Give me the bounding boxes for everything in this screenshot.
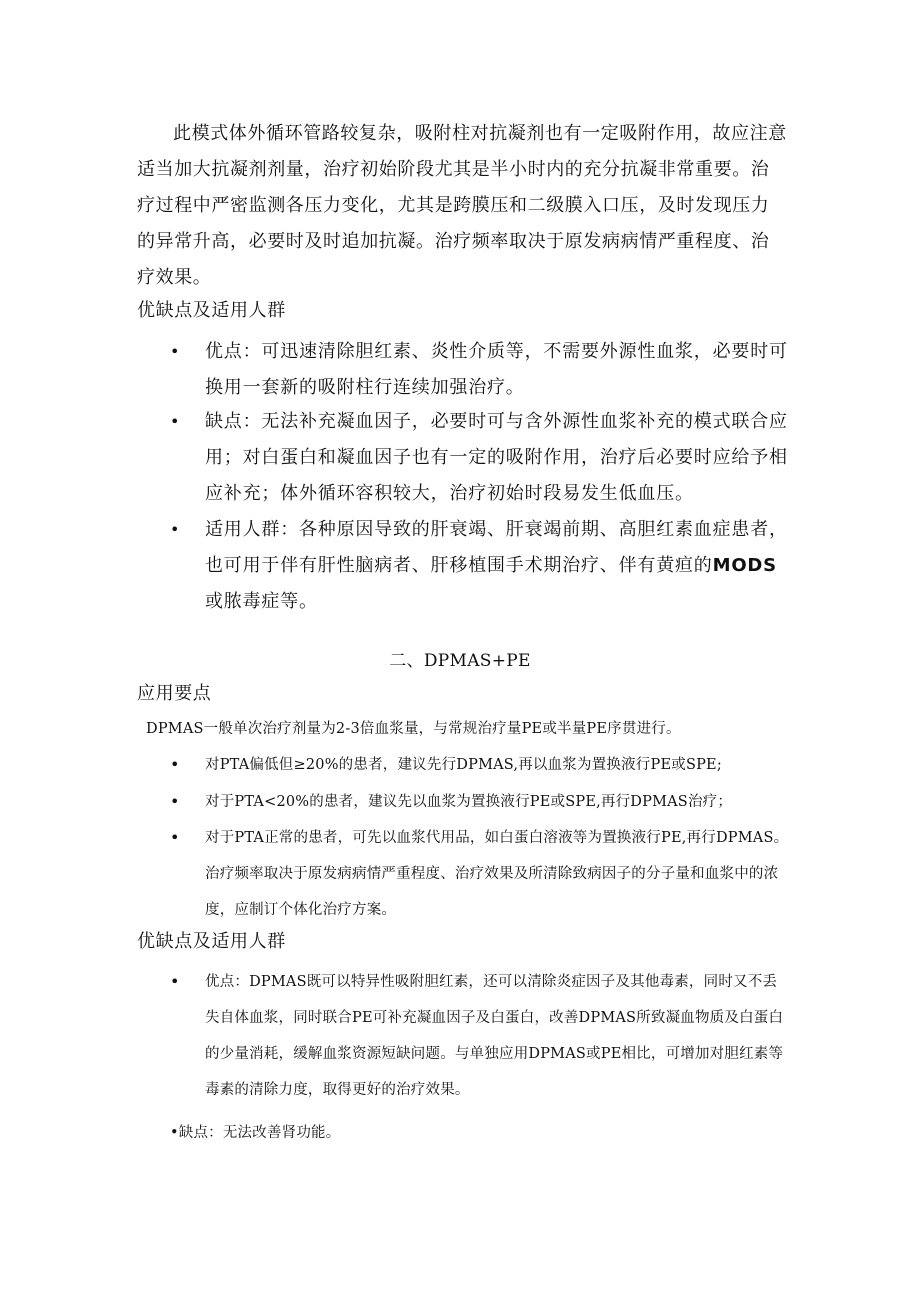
pros-cons-heading-1: 优缺点及适用人群 — [137, 300, 286, 321]
cons-text-2: •缺点：无法改善肾功能。 — [170, 1125, 341, 1141]
population-text-part2: 或脓毒症等。 — [205, 591, 318, 612]
pta-normal-text: 对于PTA正常的患者，可先以血浆代用品，如白蛋白溶液等为置换液行PE,再行DPMAS。治疗频率取决于原发病病情严重程度、治疗效果及所清除致病因子的分子量和血浆中的浓度，应制订个体化治疗方案。 — [205, 830, 789, 918]
application-intro: DPMAS一般单次治疗剂量为2-3倍血浆量，与常规治疗量PE或半量PE序贯进行。 — [146, 721, 681, 737]
list-item-pta-low — [170, 747, 790, 783]
bullet-icon: • — [170, 792, 180, 811]
list-item-population-1 — [170, 512, 790, 620]
pros-cons-heading-2: 优缺点及适用人群 — [137, 931, 286, 952]
list-item-pta-very-low — [170, 784, 790, 820]
list-item-cons-1 — [170, 404, 790, 512]
bullet-icon: • — [170, 972, 180, 991]
bullet-icon: • — [170, 520, 180, 539]
population-text-1 — [205, 512, 790, 620]
list-item-pta-normal — [170, 820, 790, 928]
pta-low-text: 对PTA偏低但≥20%的患者，建议先行DPMAS,再以血浆为置换液行PE或SPE; — [205, 757, 722, 773]
cons-text-1: 缺点：无法补充凝血因子，必要时可与含外源性血浆补充的模式联合应用；对白蛋白和凝血因子也有一定的吸附作用，治疗后必要时应给予相应补充；体外循环容积较大，治疗初始时段易发生低血压。 — [205, 411, 788, 504]
list-item-pros-1 — [170, 334, 790, 406]
pros-text-1: 优点：可迅速清除胆红素、炎性介质等，不需要外源性血浆，必要时可换用一套新的吸附柱行连续加强治疗。 — [205, 341, 788, 398]
bullet-icon: • — [170, 412, 180, 431]
section-title-dpmas-pe: 二、DPMAS+PE — [389, 651, 531, 671]
bullet-icon: • — [170, 828, 180, 847]
application-heading: 应用要点 — [137, 683, 212, 704]
bullet-icon: • — [170, 342, 180, 361]
population-text-part1: 适用人群：各种原因导致的肝衰竭、肝衰竭前期、高胆红素血症患者，也可用于伴有肝性脑病者、肝移植围手术期治疗、伴有黄疸的 — [205, 519, 788, 576]
pros-text-2: 优点：DPMAS既可以特异性吸附胆红素，还可以清除炎症因子及其他毒素，同时又不丢失自体血浆，同时联合PE可补充凝血因子及白蛋白，改善DPMAS所致凝血物质及白蛋白的少量消耗，缓解血浆资源短缺问题。与单独应用DPMAS或PE相比，可增加对胆红素等毒素的清除力度，取得更好的治疗效果。 — [205, 974, 784, 1098]
bullet-icon: • — [170, 755, 180, 774]
pta-very-low-text: 对于PTA<20%的患者，建议先以血浆为置换液行PE或SPE,再行DPMAS治疗； — [205, 794, 733, 810]
intro-paragraph: 此模式体外循环管路较复杂，吸附柱对抗凝剂也有一定吸附作用，故应注意适当加大抗凝剂剂量，治疗初始阶段尤其是半小时内的充分抗凝非常重要。治疗过程中严密监测各压力变化，尤其是跨膜压和二级膜入口压，及时发现压力的异常升高，必要时及时追加抗凝。治疗频率取决于原发病病情严重程度、治疗效果。 — [137, 123, 787, 288]
mods-term: MODS — [712, 555, 777, 576]
list-item-pros-2 — [170, 964, 790, 1108]
